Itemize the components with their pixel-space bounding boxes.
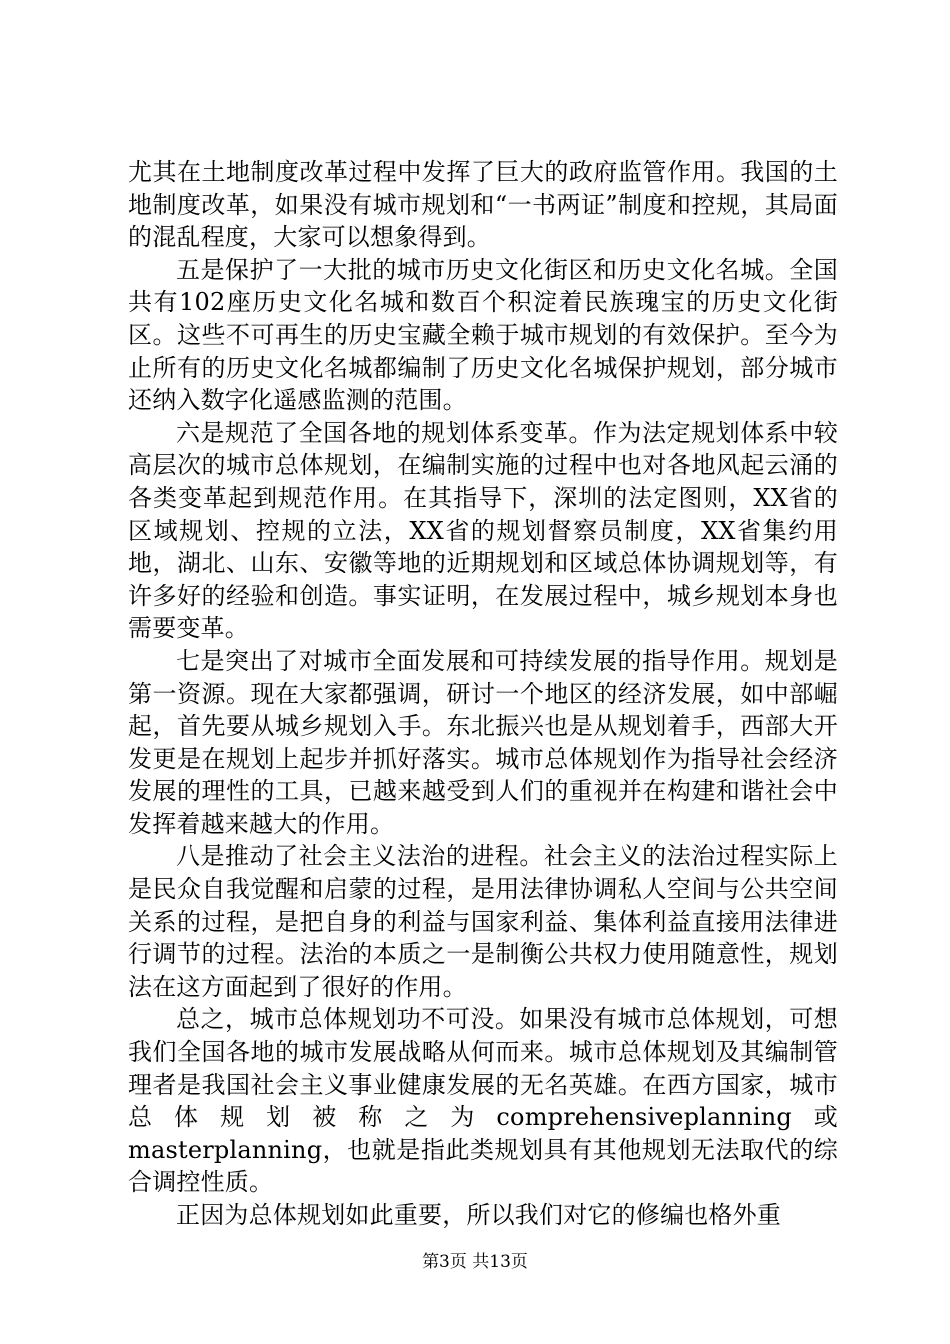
paragraph-final: 正因为总体规划如此重要，所以我们对它的修编也格外重 [176,1201,781,1229]
paragraph-point-eight: 八是推动了社会主义法治的进程。社会主义的法治过程实际上是民众自我觉醒和启蒙的过程，是用法律协调私人空间与公共空间关系的过程，是把自身的利益与国家利益、集体利益直接用法律进行调节的过程。法治的本质之一是制衡公共权力使用随意性，规划法在这方面起到了很好的作用。 [128,842,838,1001]
paragraph-point-five: 五是保护了一大批的城市历史文化街区和历史文化名城。全国共有102座历史文化名城和数百个积淀着民族瑰宝的历史文化街区。这些不可再生的历史宝藏全赖于城市规划的有效保护。至今为止所有的历史文化名城都编制了历史文化名城保护规划，部分城市还纳入数字化遥感监测的范围。 [128,255,838,415]
paragraph-continued: 尤其在土地制度改革过程中发挥了巨大的政府监管作用。我国的土地制度改革，如果没有城市规划和“一书两证”制度和控规，其局面的混乱程度，大家可以想象得到。 [128,158,838,252]
paragraph-point-six: 六是规范了全国各地的规划体系变革。作为法定规划体系中较高层次的城市总体规划，在编制实施的过程中也对各地风起云涌的各类变革起到规范作用。在其指导下，深圳的法定图则，XX省的区域规划、控规的立法，XX省的规划督察员制度，XX省集约用地，湖北、山东、安徽等地的近期规划和区域总体协调规划等，有许多好的经验和创造。事实证明，在发展过程中，城乡规划本身也需要变革。 [128,418,838,643]
body-text [128,156,838,1232]
paragraph-summary: 总之，城市总体规划功不可没。如果没有城市总体规划，可想我们全国各地的城市发展战略从何而来。城市总体规划及其编制管理者是我国社会主义事业健康发展的无名英雄。在西方国家，城市总体规划被称之为comprehensiveplanning或masterplanning，也就是指此类规划具有其他规划无法取代的综合调控性质。 [128,1005,838,1197]
page-footer: 第3页 共13页 [422,1252,528,1272]
paragraph-point-seven: 七是突出了对城市全面发展和可持续发展的指导作用。规划是第一资源。现在大家都强调，研讨一个地区的经济发展，如中部崛起，首先要从城乡规划入手。东北振兴也是从规划着手，西部大开发更是在规划上起步并抓好落实。城市总体规划作为指导社会经济发展的理性的工具，已越来越受到人们的重视并在构建和谐社会中发挥着越来越大的作用。 [128,646,838,838]
